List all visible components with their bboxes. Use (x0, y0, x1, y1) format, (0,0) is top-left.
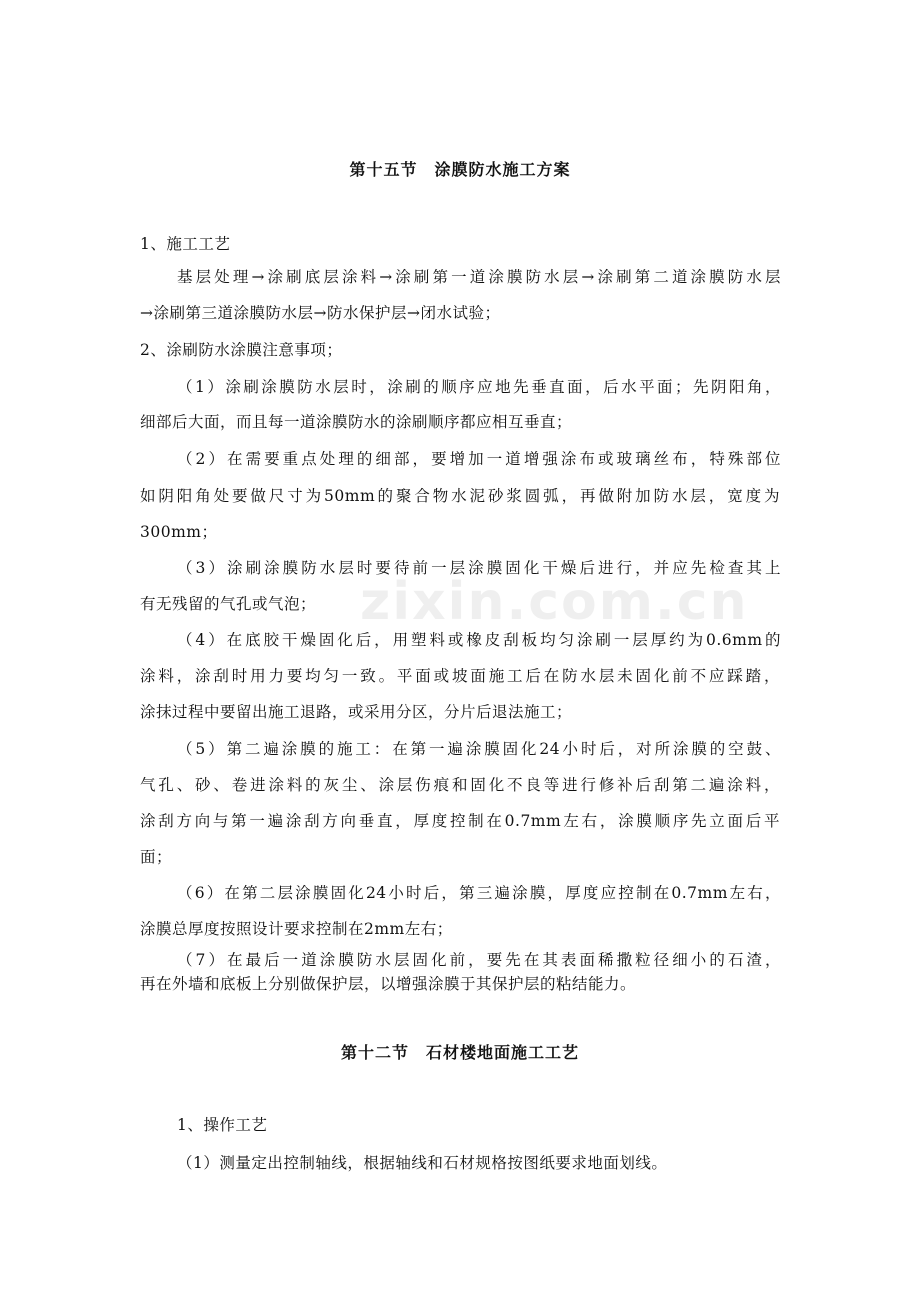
note-2-line-1: （2）在需要重点处理的细部，要增加一道增强涂布或玻璃丝布，特殊部位 (177, 450, 781, 468)
note-4-line-3: 涂抹过程中要留出施工退路，或采用分区，分片后退法施工； (140, 703, 573, 721)
item-title-notes: 2、涂刷防水涂膜注意事项； (140, 341, 343, 359)
section-heading-stone-floor: 第十二节 石材楼地面施工工艺 (340, 1043, 579, 1062)
watermark-text: zixin.com.cn (360, 572, 749, 632)
item-title-process: 1、施工工艺 (140, 235, 231, 253)
note-7-line-1: （7）在最后一道涂膜防水层固化前，要先在其表面稀撒粒径细小的石渣， (177, 951, 781, 969)
section-heading-waterproof: 第十五节 涂膜防水施工方案 (349, 160, 571, 179)
note-3-line-2: 有无残留的气孔或气泡； (140, 595, 317, 613)
note-1-line-1: （1）涂刷涂膜防水层时，涂刷的顺序应地先垂直面，后水平面；先阴阳角， (177, 378, 781, 396)
operation-line-1: （1）测量定出控制轴线，根据轴线和石材规格按图纸要求地面划线。 (177, 1154, 668, 1172)
note-4-line-2: 涂料，涂刮时用力要均匀一致。平面或坡面施工后在防水层未固化前不应踩踏， (140, 667, 780, 685)
note-5-line-3: 涂刮方向与第一遍涂刮方向垂直，厚度控制在0.7mm左右，涂膜顺序先立面后平 (140, 812, 780, 830)
note-6-line-1: （6）在第二层涂膜固化24小时后，第三遍涂膜，厚度应控制在0.7mm左右， (177, 884, 781, 902)
note-5-line-2: 气孔、砂、卷进涂料的灰尘、涂层伤痕和固化不良等进行修补后刮第二遍涂料， (140, 776, 780, 794)
process-line-2: →涂刷第三道涂膜防水层→防水保护层→闭水试验； (140, 304, 501, 322)
note-4-line-1: （4）在底胶干燥固化后，用塑料或橡皮刮板均匀涂刷一层厚约为0.6mm的 (177, 631, 781, 649)
process-line-1: 基层处理→涂刷底层涂料→涂刷第一道涂膜防水层→涂刷第二道涂膜防水层 (177, 268, 781, 286)
item-title-operation: 1、操作工艺 (177, 1116, 268, 1134)
note-5-line-1: （5）第二遍涂膜的施工：在第一遍涂膜固化24小时后，对所涂膜的空鼓、 (177, 740, 781, 758)
note-2-line-2: 如阴阳角处要做尺寸为50mm的聚合物水泥砂浆圆弧，再做附加防水层，宽度为 (140, 487, 780, 505)
note-6-line-2: 涂膜总厚度按照设计要求控制在2mm左右； (140, 920, 453, 938)
note-7-line-2: 再在外墙和底板上分别做保护层，以增强涂膜于其保护层的粘结能力。 (140, 975, 637, 993)
note-3-line-1: （3）涂刷涂膜防水层时要待前一层涂膜固化干燥后进行，并应先检查其上 (177, 559, 781, 577)
note-1-line-2: 细部后大面，而且每一道涂膜防水的涂刷顺序都应相互垂直； (140, 413, 573, 431)
note-2-line-3: 300mm； (140, 523, 218, 541)
note-5-line-4: 面； (140, 848, 173, 866)
